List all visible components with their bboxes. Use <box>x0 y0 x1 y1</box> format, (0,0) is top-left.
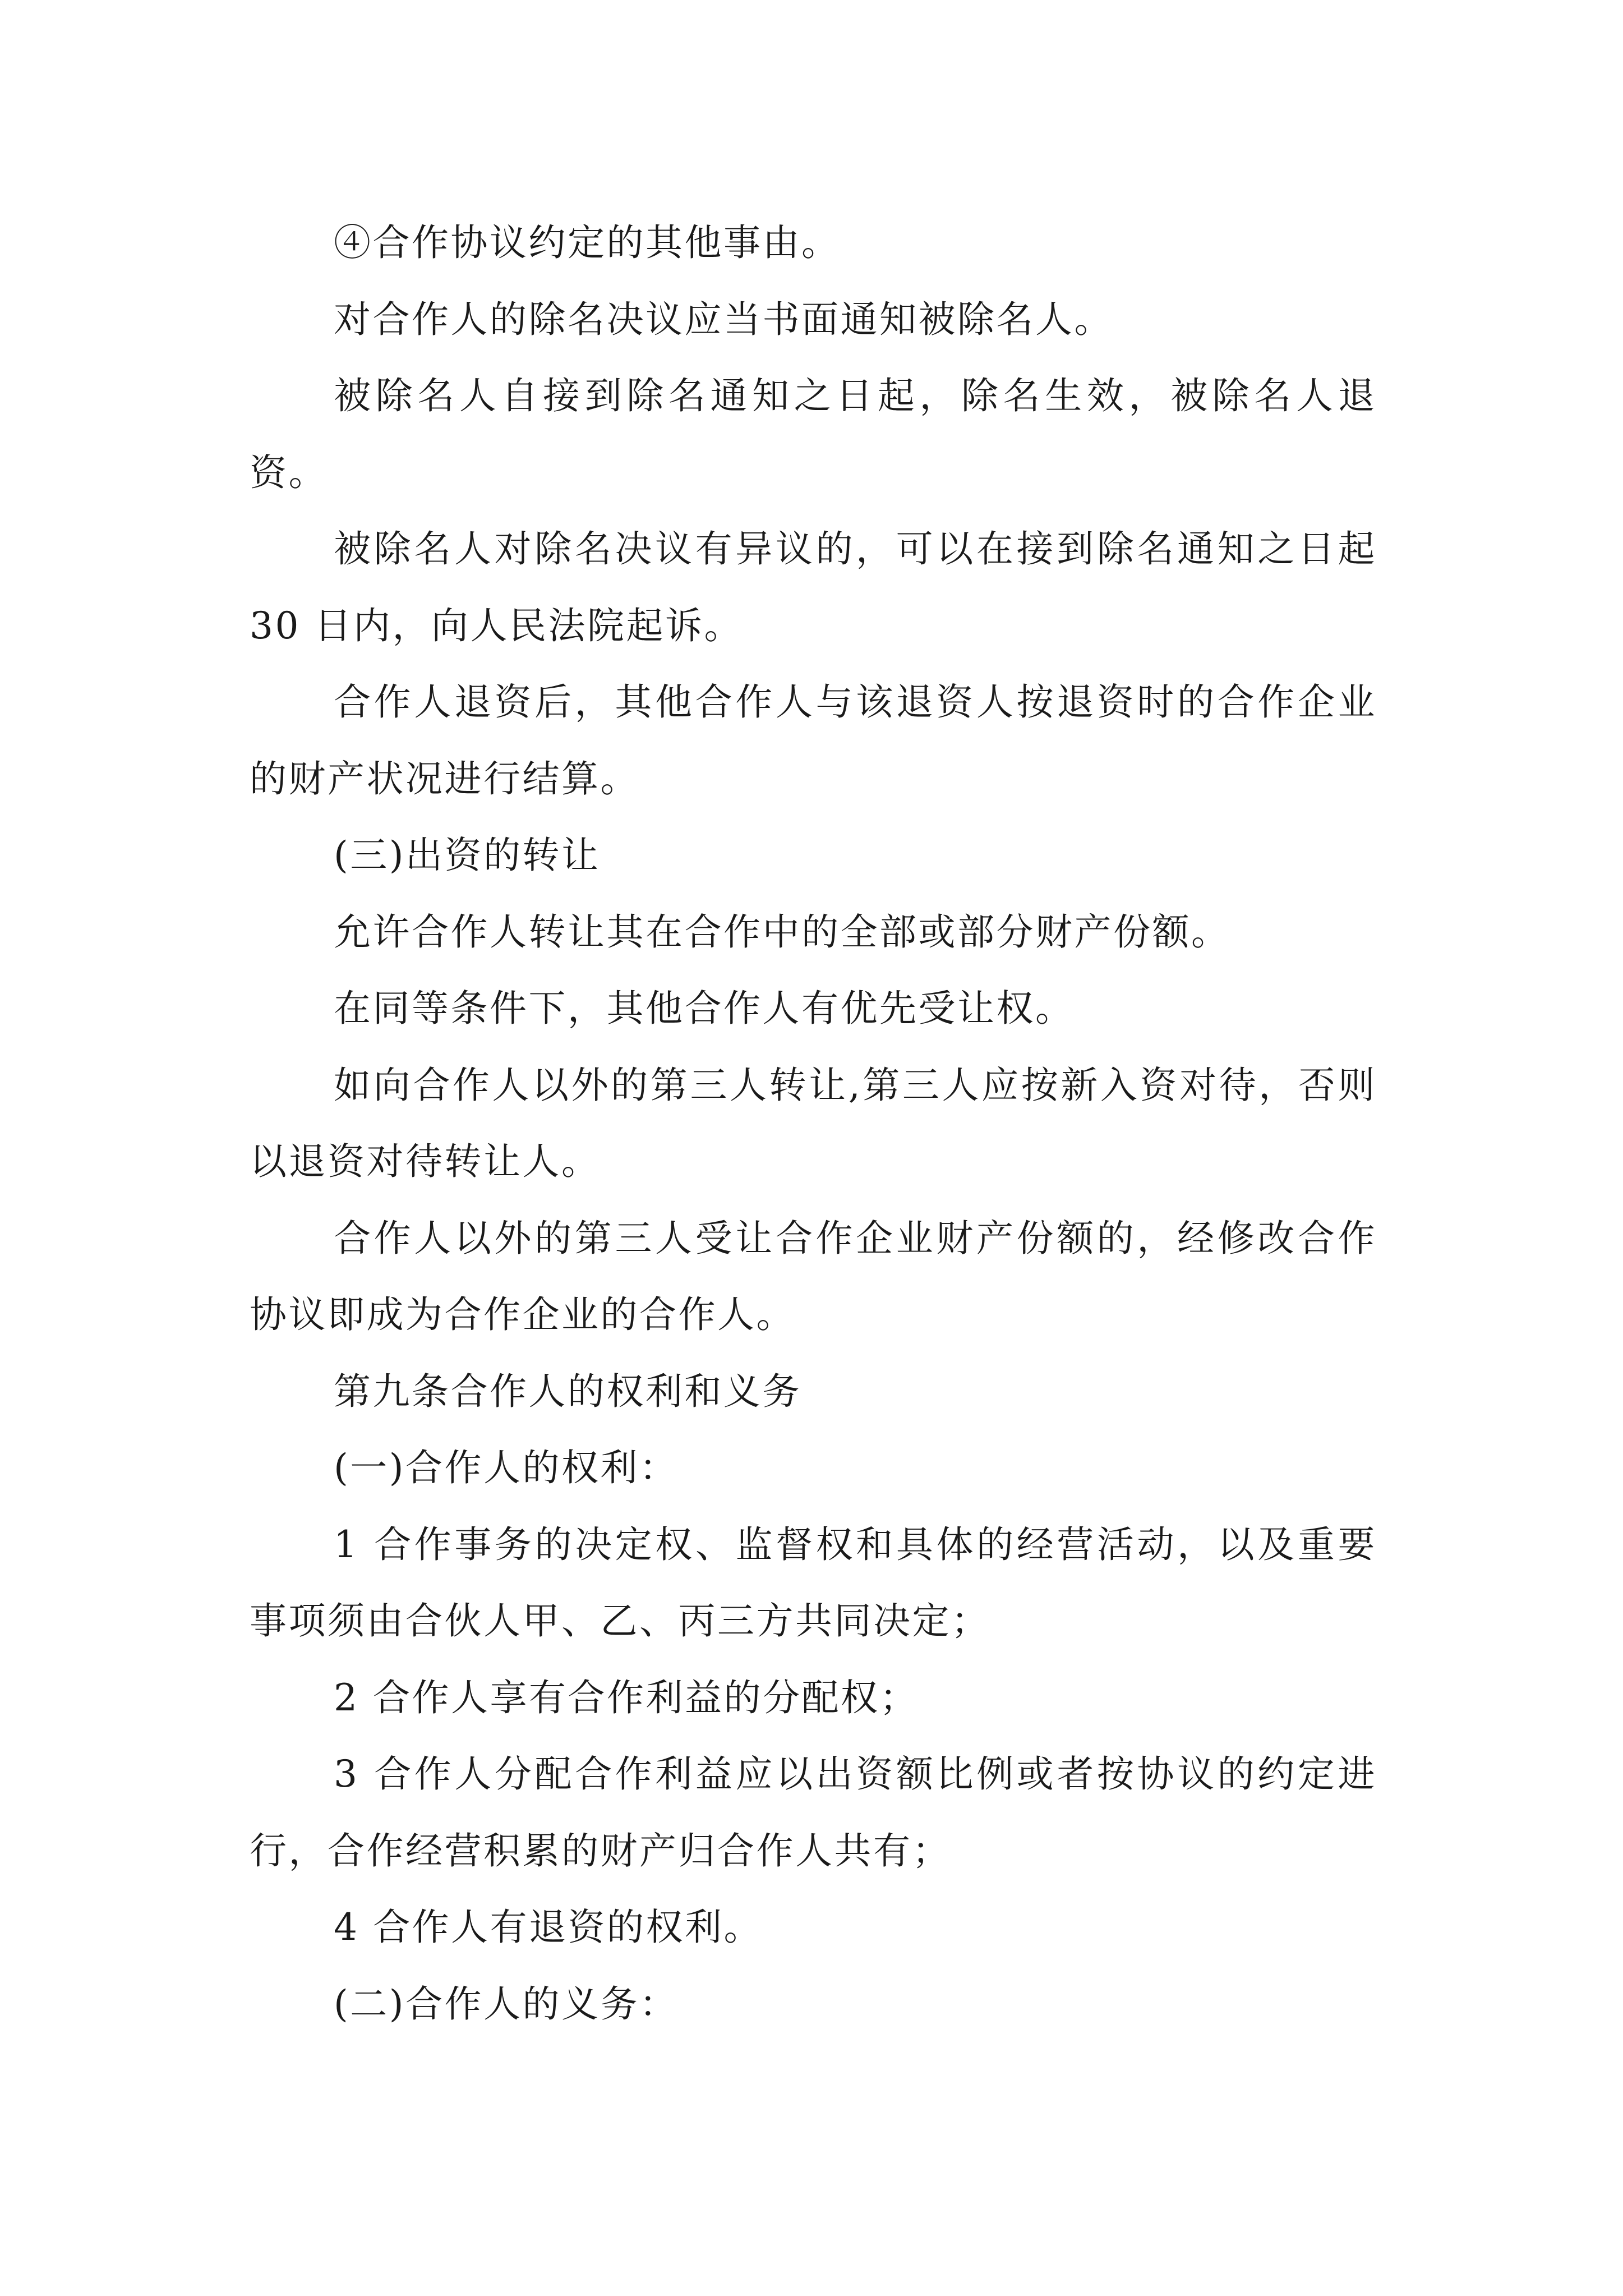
list-item-right-4: 4 合作人有退资的权利。 <box>334 1906 763 1949</box>
list-item-right-1: 1 合作事务的决定权、监督权和具体的经营活动，以及重要事项须由合伙人甲、乙、丙三方共同决定； <box>250 1522 1377 1642</box>
paragraph-transfer-allowed: 允许合作人转让其在合作中的全部或部分财产份额。 <box>334 910 1230 954</box>
list-item-right-3: 3 合作人分配合作利益应以出资额比例或者按协议的约定进行，合作经营积累的财产归合作人共有； <box>250 1752 1377 1872</box>
paragraph-other-reasons: ④合作协议约定的其他事由。 <box>334 221 841 264</box>
section-heading-transfer: (三)出资的转让 <box>334 834 601 877</box>
document-body <box>250 205 1377 2042</box>
section-heading-rights: (一)合作人的权利： <box>334 1446 679 1489</box>
section-heading-duties: (二)合作人的义务： <box>334 1982 679 2026</box>
paragraph-removal-effective: 被除名人自接到除名通知之日起，除名生效，被除名人退资。 <box>250 374 1377 494</box>
article-heading-rights-duties: 第九条合作人的权利和义务 <box>334 1369 801 1413</box>
paragraph-preemptive-right: 在同等条件下，其他合作人有优先受让权。 <box>334 987 1075 1030</box>
paragraph-removal-objection: 被除名人对除名决议有异议的，可以在接到除名通知之日起 30 日内，向人民法院起诉。 <box>250 527 1377 647</box>
paragraph-removal-notice: 对合作人的除名决议应当书面通知被除名人。 <box>334 297 1113 341</box>
list-item-right-2: 2 合作人享有合作利益的分配权； <box>334 1676 919 1719</box>
paragraph-third-party-partner: 合作人以外的第三人受让合作企业财产份额的，经修改合作协议即成为合作企业的合作人。 <box>250 1216 1377 1336</box>
paragraph-settlement: 合作人退资后，其他合作人与该退资人按退资时的合作企业的财产状况进行结算。 <box>250 680 1377 800</box>
paragraph-third-party-transfer: 如向合作人以外的第三人转让,第三人应按新入资对待，否则以退资对待转让人。 <box>250 1063 1377 1183</box>
